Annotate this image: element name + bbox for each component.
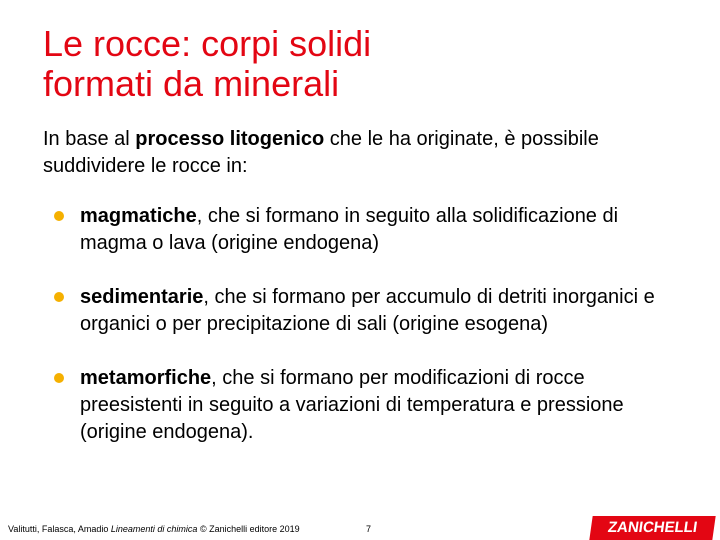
intro-paragraph [43, 126, 683, 180]
footer-book-title: Lineamenti di chimica [110, 524, 198, 534]
slide-title [43, 24, 683, 104]
bullet-term: sedimentarie [80, 286, 204, 308]
intro-text-start: In base al [43, 128, 136, 150]
bullet-text: , che si formano in seguito alla solidificazione di magma o lava (origine endogena) [80, 205, 619, 254]
bullet-dot-icon [54, 373, 64, 383]
footer-credits [8, 524, 300, 534]
intro-bold-term: processo litogenico [135, 128, 325, 150]
list-item [50, 284, 690, 338]
footer-publisher: © Zanichelli editore 2019 [197, 524, 300, 534]
list-item [50, 203, 690, 257]
rock-types-list [50, 203, 690, 473]
bullet-term: magmatiche [80, 205, 197, 227]
page-number: 7 [366, 524, 372, 534]
publisher-logo: ZANICHELLI [589, 516, 715, 540]
title-line-2: formati da minerali [43, 63, 340, 104]
bullet-term: metamorfiche [80, 367, 212, 389]
bullet-text: , che si formano per modificazioni di rocce preesistenti in seguito a variazioni di temperatura e pressione (origine endogena). [80, 367, 624, 443]
list-item [50, 365, 690, 446]
bullet-text: , che si formano per accumulo di detriti inorganici e organici o per precipitazione di sali (origine esogena) [80, 286, 655, 335]
title-line-1: Le rocce: corpi solidi [43, 23, 372, 64]
intro-text-end: che le ha originate, è possibile suddividere le rocce in: [43, 128, 599, 177]
bullet-dot-icon [54, 292, 64, 302]
bullet-dot-icon [54, 211, 64, 221]
footer-authors: Valitutti, Falasca, Amadio [8, 524, 111, 534]
